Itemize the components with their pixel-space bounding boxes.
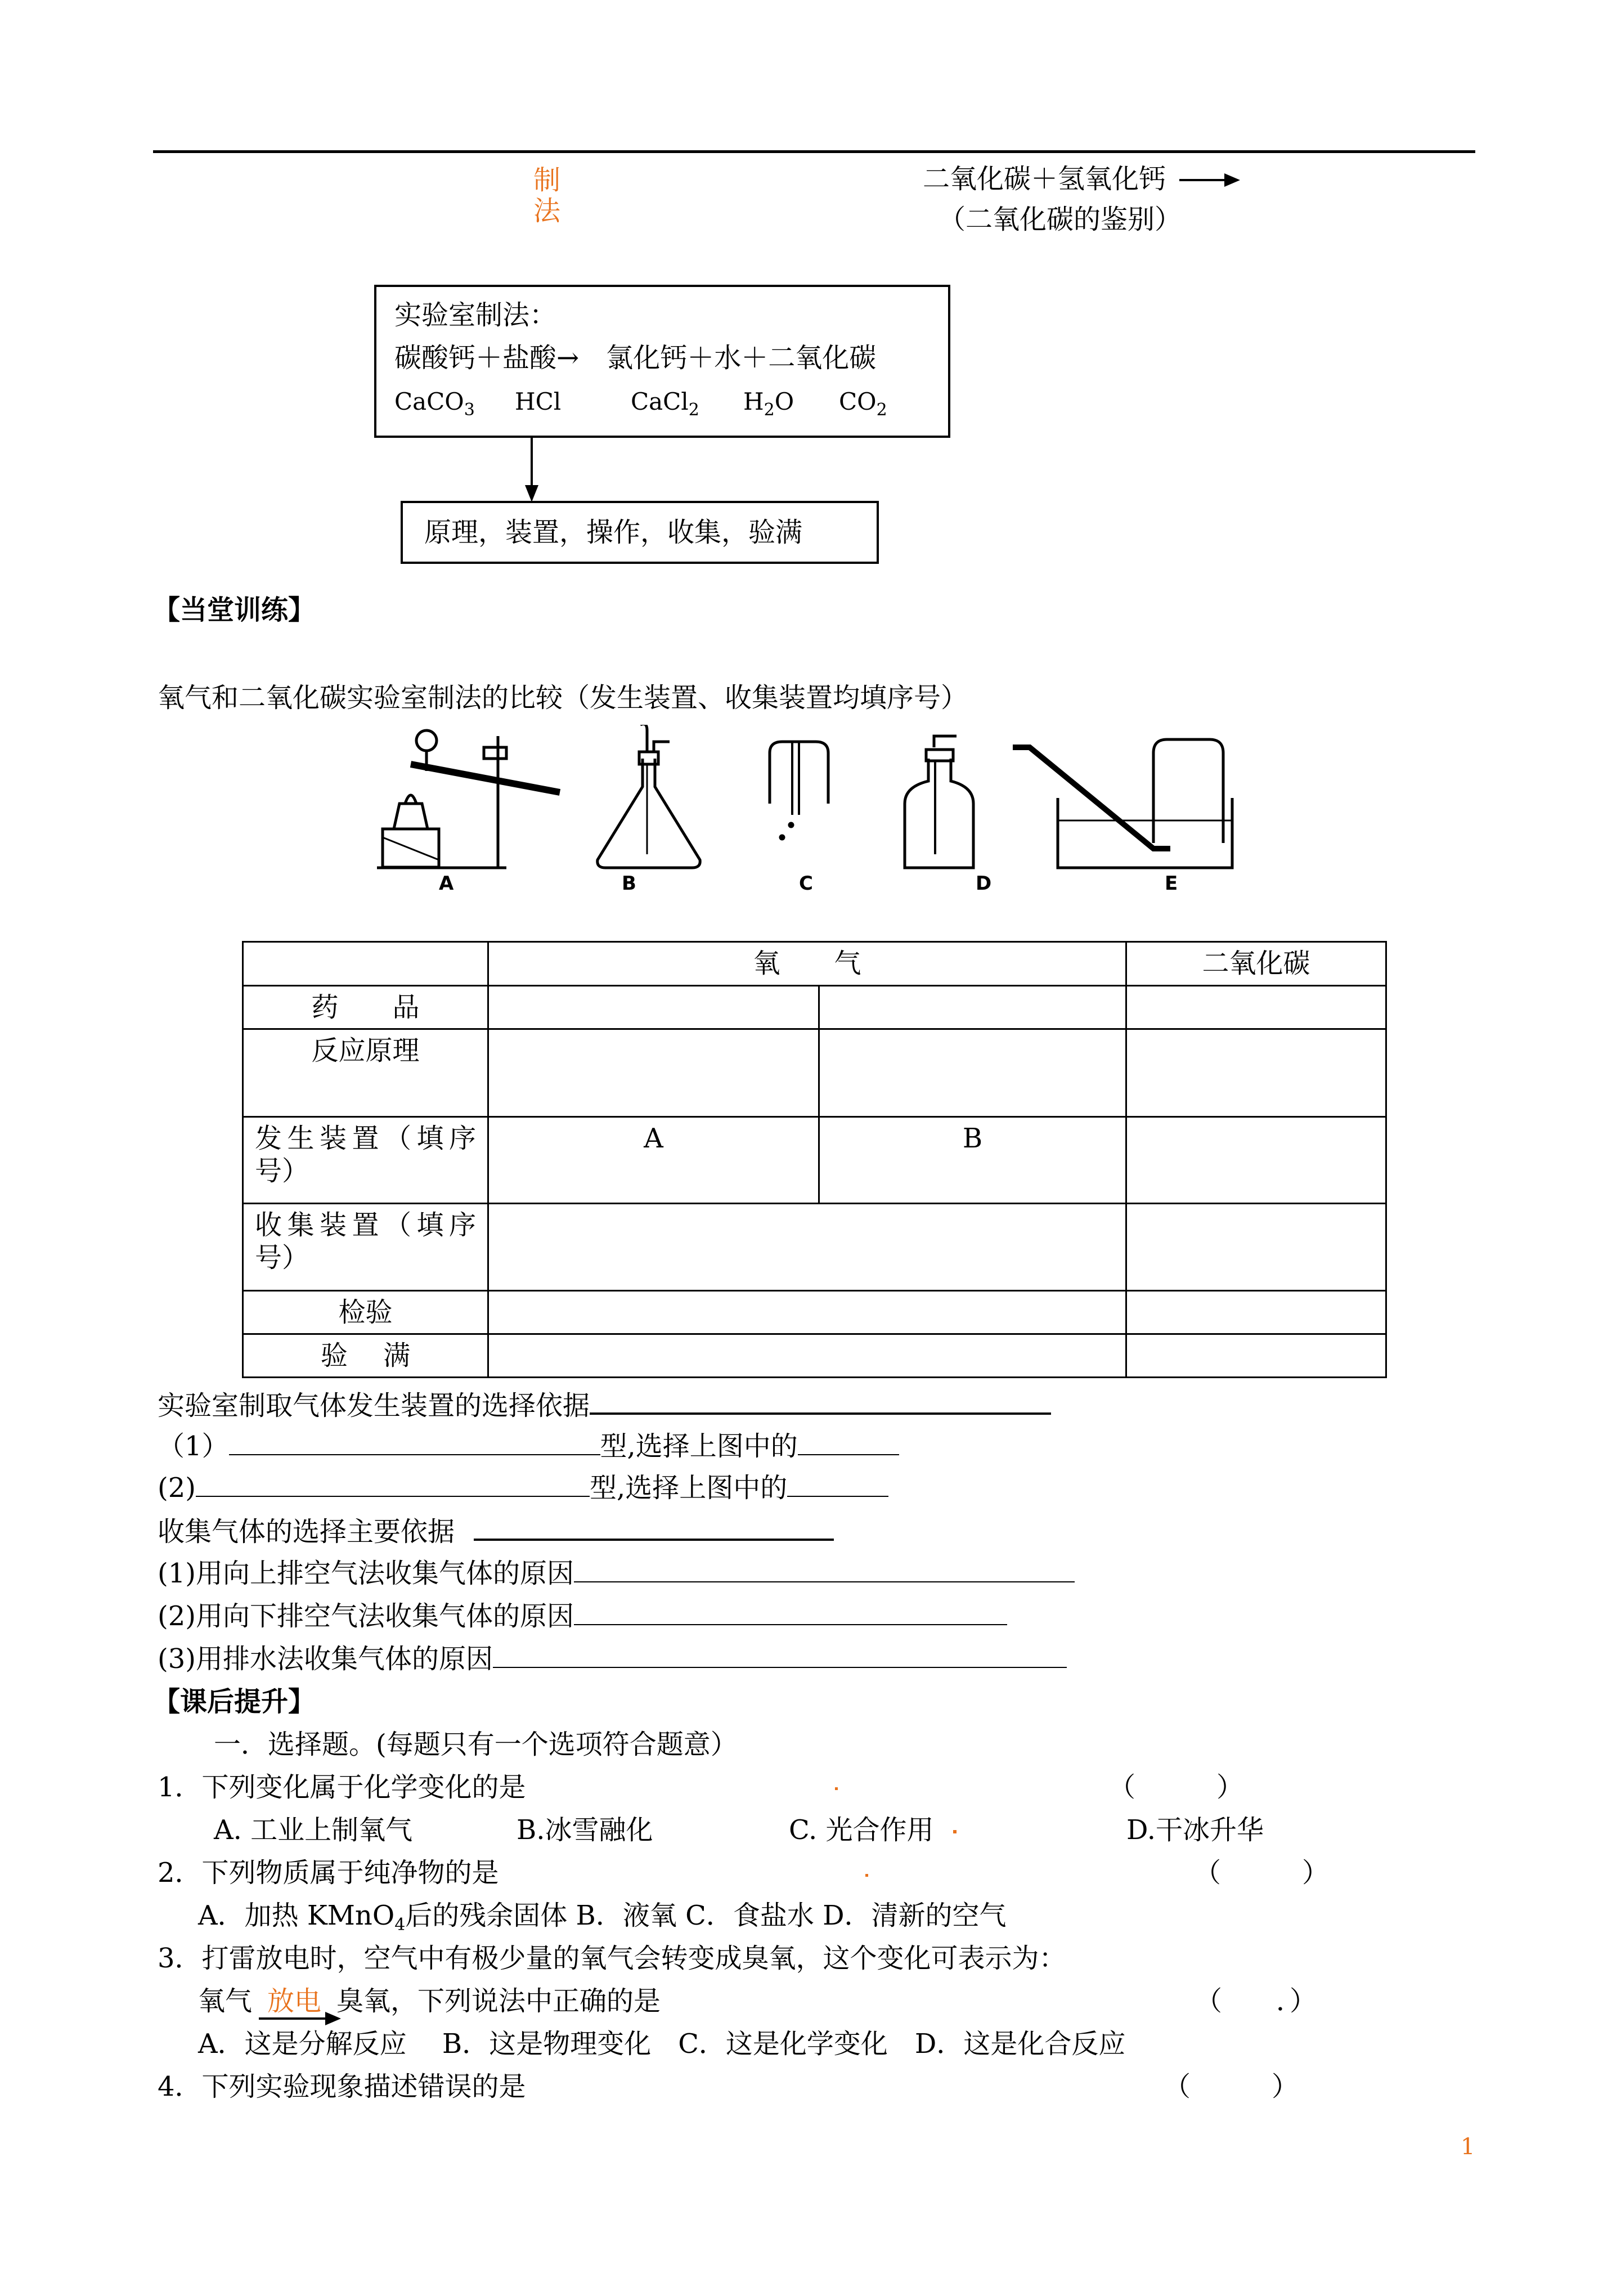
apparatus-d-icon [905,736,973,868]
q4-stem: 4．下列实验现象描述错误的是 [158,2071,526,2102]
table-cell [488,1334,1126,1378]
comparison-table [242,941,1387,1378]
blank-field[interactable] [798,1429,899,1455]
q3-answer-bracket[interactable]: （ ．） [1195,1985,1317,2017]
table-cell [1126,1204,1386,1291]
gen2-line: (2) 型,选择上图中的 [158,1471,888,1505]
table-row-test: 检验 [243,1291,488,1334]
table-cell [1126,1291,1386,1334]
lab-method-box: 实验室制法： 碳酸钙＋盐酸→ 氯化钙＋水＋二氧化碳 CaCO$_3$ HCl CaCl$_2$ $H_2O$ $CO_2$ [374,285,950,438]
q1-option-c: C. 光合作用 [789,1814,934,1846]
choice-title: 一．选择题。(每题只有一个选项符合题意） [214,1729,738,1760]
principle-box [401,501,879,564]
apparatus-label-c: C [799,872,813,895]
table-cell [488,1204,1126,1291]
table-cell [1126,1029,1386,1117]
table-row [243,1291,1386,1334]
table-row-drug: 药 品 [243,986,488,1029]
arrow-down-icon [523,437,540,503]
q1-option-b: B.冰雪融化 [517,1814,653,1846]
q1-answer-bracket[interactable]: （ ） [1108,1772,1244,1803]
q2-answer-bracket[interactable]: （ ） [1194,1857,1330,1889]
blank-field[interactable] [590,1388,1051,1415]
table-header-co2: 二氧化碳 [1126,942,1386,986]
apparatus-label-b: B [622,872,636,895]
table-row [243,986,1386,1029]
table-row [243,1117,1386,1204]
table-cell [488,1291,1126,1334]
apparatus-a-icon [377,730,560,868]
q1-option-d: D.干冰升华 [1126,1814,1264,1846]
apparatus-label-d: D [976,872,992,895]
q1-stem: 1．下列变化属于化学变化的是 [158,1772,526,1803]
reaction-line: 二氧化碳＋氢氧化钙 [923,163,1166,195]
table-cell [488,1029,819,1117]
q3-arrow-icon [259,2010,342,2027]
apparatus-c-icon [770,742,828,839]
compare-intro: 氧气和二氧化碳实验室制法的比较（发生装置、收集装置均填序号） [158,682,968,714]
q1-option-c-dot [953,1830,957,1833]
fa-char: 法 [533,195,561,227]
lab-method-equation: 碳酸钙＋盐酸→ 氯化钙＋水＋二氧化碳 [394,342,877,374]
blank-field[interactable] [574,1599,1007,1625]
q2-options: A．加热 KMnO$_4$后的残余固体 B．液氧 C．食盐水 D．清新的空气 [198,1900,1007,1935]
q4-answer-bracket[interactable]: （ ） [1164,2071,1299,2102]
q3-stem: 3．打雷放电时，空气中有极少量的氧气会转变成臭氧，这个变化可表示为： [158,1943,1066,1974]
apparatus-label-e: E [1165,872,1178,895]
collect2-line: (2)用向下排空气法收集气体的原因 [158,1599,1007,1633]
gen1-line: （1） 型,选择上图中的 [158,1429,899,1463]
table-cell [1126,986,1386,1029]
blank-field[interactable] [493,1642,1067,1668]
blank-field[interactable] [229,1429,600,1455]
table-cell [819,986,1126,1029]
q3-options: A．这是分解反应 B．这是物理变化 C．这是化学变化 D．这是化合反应 [198,2028,1126,2060]
table-header-oxygen: 氧 气 [488,942,1126,986]
apparatus-b-icon [598,725,700,868]
table-row-full: 验 满 [243,1334,488,1378]
q2-dot [865,1874,868,1877]
table-row [243,942,1386,986]
q1-option-a: A. 工业上制氧气 [214,1814,413,1846]
section-practice-heading: 【当堂训练】 [153,594,316,626]
table-cell [1126,1117,1386,1204]
arrow-right-icon [1179,169,1241,191]
table-cell [1126,1334,1386,1378]
basis-collect-line: 收集气体的选择主要依据 [158,1514,834,1549]
page-number: 1 [1461,2134,1475,2160]
q1-dot [835,1787,838,1790]
table-gen-b: B [819,1117,1126,1204]
blank-field[interactable] [474,1514,834,1541]
blank-field[interactable] [574,1557,1075,1582]
blank-field[interactable] [196,1471,590,1497]
table-row [243,1204,1386,1291]
table-row [243,1334,1386,1378]
apparatus-e-icon [1013,739,1232,868]
q3-expression: 氧气 放电 臭氧，下列说法中正确的是 [198,1985,661,2017]
apparatus-label-a: A [439,872,454,895]
lab-method-title: 实验室制法： [394,299,557,331]
zhi-char: 制 [533,164,561,196]
table-cell [819,1029,1126,1117]
header-rule [153,150,1475,153]
basis-generate-line: 实验室制取气体发生装置的选择依据 [158,1388,1051,1423]
principle-text: 原理，装置，操作，收集，验满 [424,517,803,548]
table-gen-a: A [488,1117,819,1204]
table-row-principle: 反应原理 [243,1029,488,1117]
q2-stem: 2．下列物质属于纯净物的是 [158,1857,499,1889]
blank-field[interactable] [787,1471,888,1497]
table-row-generate: 发生装置（填序号） [243,1117,488,1204]
q3-condition: 放电 [267,1985,322,2017]
collect1-line: (1)用向上排空气法收集气体的原因 [158,1557,1075,1590]
table-cell [488,986,819,1029]
table-row-collect: 收集装置（填序号） [243,1204,488,1291]
table-cell [243,942,488,986]
reaction-note: （二氧化碳的鉴别） [939,204,1182,235]
section-after-heading: 【课后提升】 [153,1686,316,1717]
collect3-line: (3)用排水法收集气体的原因 [158,1642,1067,1676]
apparatus-figure [366,725,1255,894]
table-row [243,1029,1386,1117]
